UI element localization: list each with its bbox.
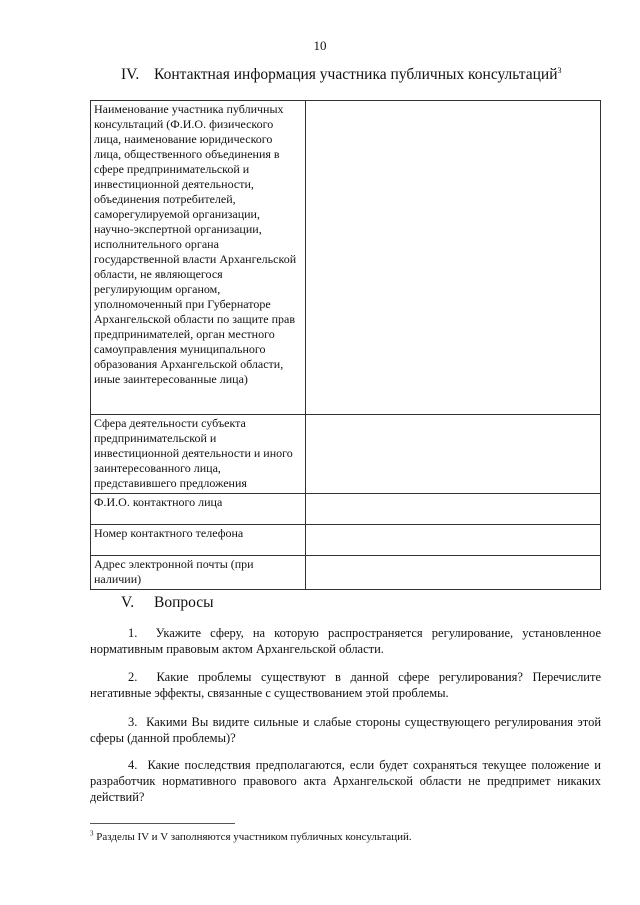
section-v-heading [121,594,214,612]
table-row [91,101,601,415]
question-2 [90,669,601,701]
participant-name-label: Наименование участника публичных консультаций (Ф.И.О. физического лица, наименование юридического лица, общественного объединения в сфере предпринимательской и инвестиционной деятельности, объединения потребителей, саморегулируемой организации, научно-экспертной организации, исполнительного органа государственной власти Архангельской области, не являющегося регулирующим органом, уполномоченный при Губернаторе Архангельской области по защите прав предпринимателей, орган местного самоуправления муниципального образования Архангельской области, иные заинтересованные лица) [91,101,306,415]
footnote-text: Разделы IV и V заполняются участником публичных консультаций. [96,831,412,843]
page-number: 10 [313,38,327,53]
section-iv-roman: IV. [121,66,140,83]
question-number: 3. [128,715,138,729]
question-number: 2. [128,670,138,684]
contact-person-label: Ф.И.О. контактного лица [91,494,306,525]
question-text: Какие последствия предполагаются, если будет сохраняться текущее положение и разработчик нормативного правового акта Архангельской области не предпримет никаких действий? [90,758,601,804]
section-v-roman: V. [121,594,135,611]
question-text: Укажите сферу, на которую распространяется регулирование, установленное нормативным правовым актом Архангельской области. [90,626,602,656]
table-row [91,494,601,525]
question-number: 1. [128,626,138,640]
section-v-title: Вопросы [154,594,214,611]
footnote-separator [90,823,235,824]
participant-name-value[interactable] [306,101,601,415]
section-iv-title: Контактная информация участника публичных консультаций [154,66,558,83]
question-1 [90,625,601,657]
phone-value[interactable] [306,525,601,556]
question-text: Какие проблемы существуют в данной сфере регулирования? Перечислите негативные эффекты, связанные с существованием этой проблемы. [90,670,602,700]
footnote-mark: 3 [90,829,94,838]
section-iv-heading [121,66,562,84]
question-number: 4. [128,758,138,772]
contact-person-value[interactable] [306,494,601,525]
activity-sphere-label: Сфера деятельности субъекта предпринимательской и инвестиционной деятельности и иного заинтересованного лица, представившего предложения [91,415,306,494]
table-row [91,556,601,590]
email-value[interactable] [306,556,601,590]
footnote-reference: 3 [557,65,562,75]
contact-info-table [90,100,601,590]
question-4 [90,757,601,805]
question-text: Какими Вы видите сильные и слабые стороны существующего регулирования этой сферы (данной проблемы)? [90,715,602,745]
table-row [91,525,601,556]
question-3 [90,714,601,746]
table-row [91,415,601,494]
activity-sphere-value[interactable] [306,415,601,494]
footnote [90,831,412,843]
email-label: Адрес электронной почты (при наличии) [91,556,306,590]
phone-label: Номер контактного телефона [91,525,306,556]
